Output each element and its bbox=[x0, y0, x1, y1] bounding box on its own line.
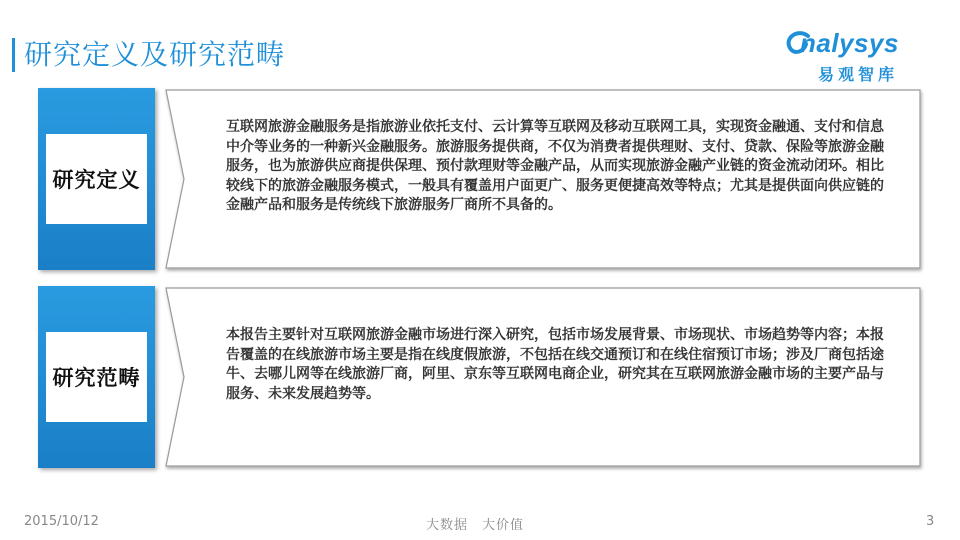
footer-slogan-2: 大价值 bbox=[482, 518, 525, 533]
section-description: 互联网旅游金融服务是指旅游业依托支付、云计算等互联网及移动互联网工具，实现资金融通、支付和信息中介等业务的一种新兴金融服务。旅游服务提供商，不仅为消费者提供理财、支付、贷款、保险等旅游金融服务，也为旅游供应商提供保理、预付款理财等金融产品，从而实现旅游金融产业链的资金流动闭环。相比较线下的旅游金融服务模式，一般具有覆盖用户面更广、服务更便捷高效等特点；尤其是提供面向供应链的金融产品和服务是传统线下旅游服务厂商所不具备的。 bbox=[226, 119, 884, 213]
page-number: 3 bbox=[926, 514, 935, 529]
footer-slogan-1: 大数据 bbox=[426, 518, 469, 533]
logo-chinese-name: 易观智库 bbox=[818, 65, 899, 84]
footer-date: 2015/10/12 bbox=[24, 514, 99, 529]
section-label-box bbox=[38, 286, 155, 468]
section-description: 本报告主要针对互联网旅游金融市场进行深入研究，包括市场发展背景、市场现状、市场趋势等内容；本报告覆盖的在线旅游市场主要是指在线度假旅游，不包括在线交通预订和在线住宿预订市场；涉及厂商包括途牛、去哪儿网等在线旅游厂商，阿里、京东等互联网电商企业，研究其在互联网旅游金融市场的主要产品与服务、未来发展趋势等。 bbox=[226, 327, 884, 402]
footer-slogan bbox=[426, 514, 524, 533]
section-label-box bbox=[38, 88, 155, 270]
page-title: 研究定义及研究范畴 bbox=[24, 38, 286, 71]
section-label-inner bbox=[46, 332, 147, 422]
analysys-logo bbox=[786, 28, 936, 88]
section-label-inner bbox=[46, 134, 147, 224]
logo-word: nalysys bbox=[800, 28, 899, 58]
section-label: 研究定义 bbox=[52, 168, 141, 192]
section-label: 研究范畴 bbox=[52, 366, 141, 390]
title-accent-bar bbox=[12, 38, 15, 72]
